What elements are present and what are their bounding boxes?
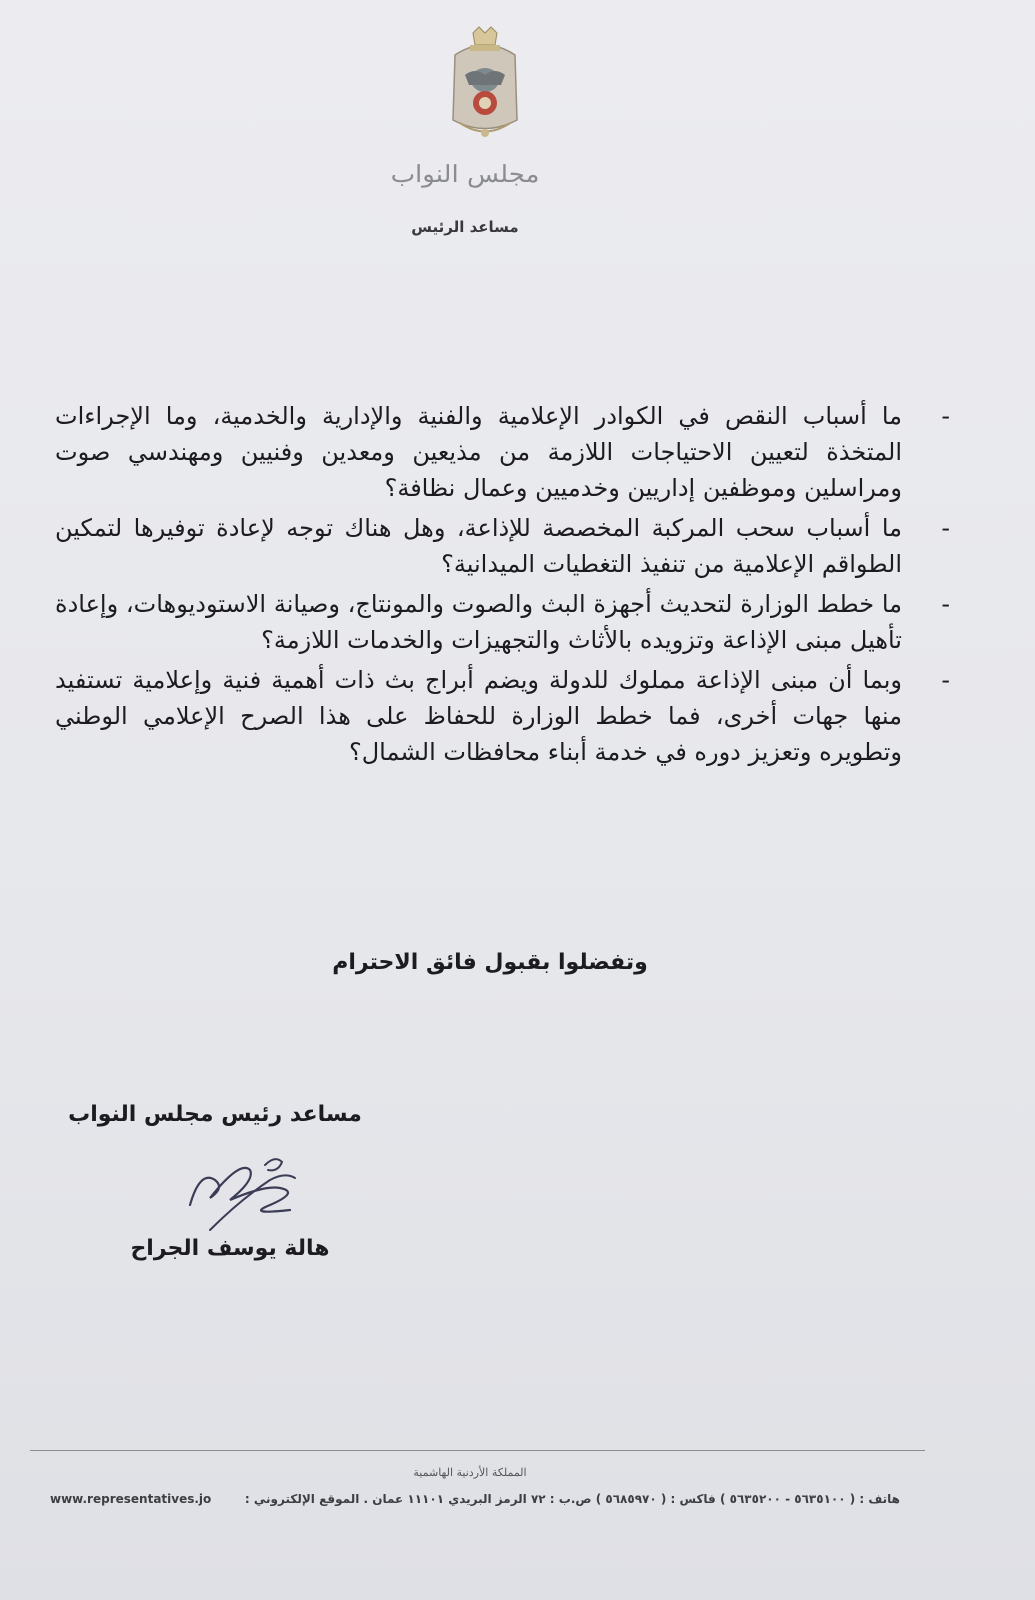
bullet-dash: -: [941, 590, 950, 618]
closing-salutation: وتفضلوا بقبول فائق الاحترام: [332, 950, 648, 975]
coat-of-arms-icon: [435, 25, 535, 145]
question-item: [55, 586, 950, 658]
question-text: ما أسباب النقص في الكوادر الإعلامية والفنية والإدارية والخدمية، وما الإجراءات المتخذة لتعيين الاحتياجات اللازمة من مذيعين ومعدين وفنيين ومهندسي صوت ومراسلين وموظفين إداريين وخدميين وعمال نظافة؟: [55, 402, 902, 502]
handwritten-signature-icon: [170, 1150, 330, 1240]
footer-kingdom: المملكة الأردنية الهاشمية: [413, 1466, 527, 1479]
signatory-name: هالة يوسف الجراح: [130, 1236, 330, 1261]
signatory-title: مساعد رئيس مجلس النواب: [68, 1102, 362, 1127]
question-text: ما أسباب سحب المركبة المخصصة للإذاعة، وهل هناك توجه لإعادة توفيرها لتمكين الطواقم الإعلامية من تنفيذ التغطيات الميدانية؟: [55, 514, 902, 578]
question-item: [55, 398, 950, 506]
question-text: وبما أن مبنى الإذاعة مملوك للدولة ويضم أبراج بث ذات أهمية فنية وإعلامية تستفيد منها جهات أخرى، فما خطط الوزارة للحفاظ على هذا الصرح الإعلامي الوطني وتطويره وتعزيز دوره في خدمة أبناء محافظات الشمال؟: [55, 666, 902, 766]
contact-details: هاتف : ( ٥٦٣٥١٠٠ - ٥٦٣٥٢٠٠ ) فاكس : ( ٥٦٨٥٩٧٠ ) ص.ب : ٧٢ الرمز البريدي ١١١٠١ عمان . الموقع الإلكتروني :: [244, 1492, 900, 1506]
question-item: [55, 662, 950, 770]
question-list: [55, 398, 950, 774]
footer-divider: [30, 1450, 925, 1451]
office-title: مساعد الرئيس: [411, 218, 519, 236]
bullet-dash: -: [941, 666, 950, 694]
bullet-dash: -: [941, 514, 950, 542]
org-name: مجلس النواب: [390, 161, 540, 189]
website-link[interactable]: www.representatives.jo: [50, 1492, 212, 1506]
bullet-dash: -: [941, 402, 950, 430]
question-item: [55, 510, 950, 582]
footer-contact: [50, 1492, 900, 1506]
question-text: ما خطط الوزارة لتحديث أجهزة البث والصوت والمونتاج، وصيانة الاستوديوهات، وإعادة تأهيل مبنى الإذاعة وتزويده بالأثاث والتجهيزات والخدمات اللازمة؟: [55, 590, 902, 654]
